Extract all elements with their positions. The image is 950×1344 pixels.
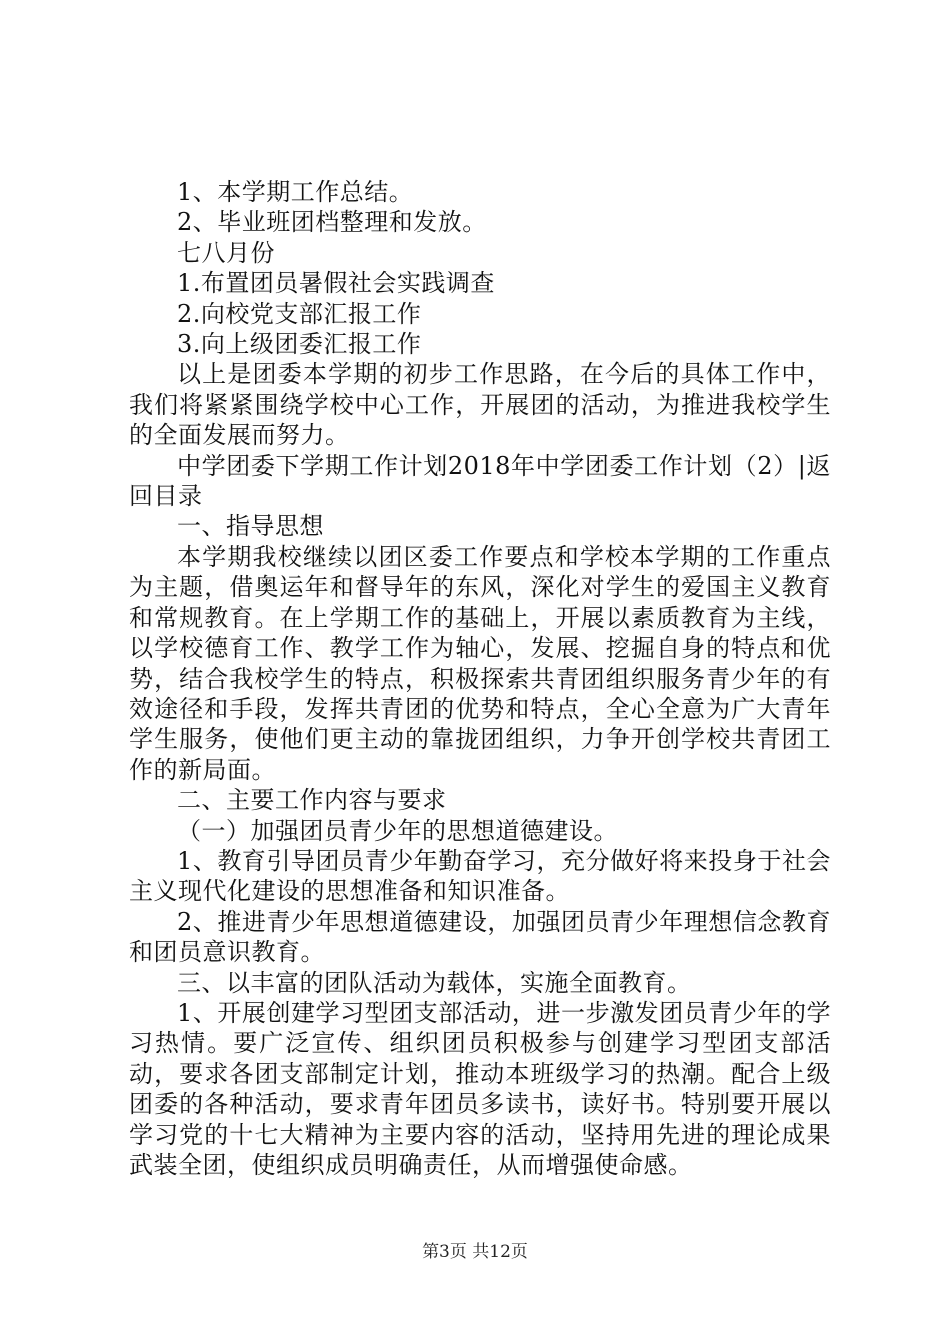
heading-main-work: 二、主要工作内容与要求	[177, 786, 447, 815]
heading-guiding-ideology: 一、指导思想	[177, 512, 324, 541]
paragraph-learning-branch: 1、开展创建学习型团支部活动，进一步激发团员青少年的学习热情。要广泛宣传、组织团员积极参与创建学习型团支部活动，要求各团支部制定计划，推动本班级学习的热潮。配合上级团委的各种活动，要求青年团员多读书，读好书。特别要开展以学习党的十七大精神为主要内容的活动，坚持用先进的理论成果武装全团，使组织成员明确责任，从而增强使命感。	[129, 998, 831, 1179]
paragraph-report-league-committee: 3.向上级团委汇报工作	[177, 330, 422, 359]
paragraph-semester-summary: 1、本学期工作总结。	[177, 178, 414, 206]
paragraph-july-august: 七八月份	[177, 238, 275, 267]
heading-moral-construction: （一）加强团员青少年的思想道德建设。	[177, 816, 618, 845]
paragraph-guiding-ideology: 本学期我校继续以团区委工作要点和学校本学期的工作重点为主题，借奥运年和督导年的东风，深化对学生的爱国主义教育和常规教育。在上学期工作的基础上，开展以素质教育为主线，以学校德育工作、教学工作为轴心，发展、挖掘自身的特点和优势，结合我校学生的特点，积极探索共青团组织服务青少年的有效途径和手段，发挥共青团的优势和特点，全心全意为广大青年学生服务，使他们更主动的靠拢团组织，力争开创学校共青团工作的新局面。	[129, 542, 831, 784]
paragraph-ideal-belief: 2、推进青少年思想道德建设，加强团员青少年理想信念教育和团员意识教育。	[129, 907, 831, 967]
paragraph-conclusion: 以上是团委本学期的初步工作思路，在今后的具体工作中，我们将紧紧围绕学校中心工作，开展团的活动，为推进我校学生的全面发展而努力。	[129, 360, 831, 450]
heading-team-activities: 三、以丰富的团队活动为载体，实施全面教育。	[177, 968, 692, 997]
document-body	[129, 177, 831, 1180]
paragraph-section-link: 中学团委下学期工作计划2018年中学团委工作计划（2）|返回目录	[129, 451, 831, 511]
page-number-footer: 第3页 共12页	[422, 1242, 528, 1262]
paragraph-summer-survey: 1.布置团员暑假社会实践调查	[177, 269, 495, 298]
paragraph-report-party-branch: 2.向校党支部汇报工作	[177, 299, 422, 328]
paragraph-graduate-files: 2、毕业班团档整理和发放。	[177, 208, 487, 237]
paragraph-diligent-study: 1、教育引导团员青少年勤奋学习，充分做好将来投身于社会主义现代化建设的思想准备和知识准备。	[129, 846, 831, 906]
